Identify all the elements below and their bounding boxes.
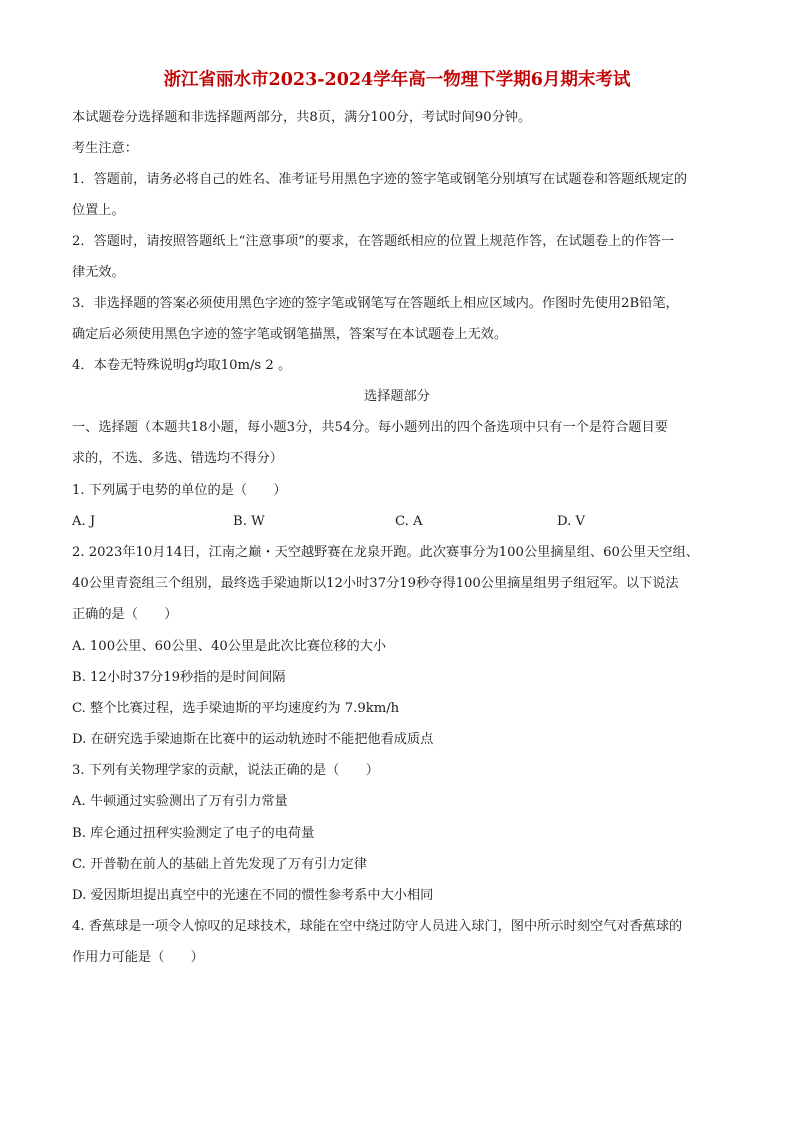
q3-option-b: B. 库仑通过扭秤实验测定了电子的电荷量 (72, 826, 315, 841)
q3-option-a: A. 牛顿通过实验测出了万有引力常量 (72, 794, 288, 809)
part1-instruction-line-1: 一、选择题（本题共18小题，每小题3分，共54分。每小题列出的四个备选项中只有一个是符合题目要 (72, 420, 668, 435)
notice-1-line-2: 位置上。 (72, 203, 125, 218)
part1-instruction-line-2: 求的，不选、多选、错选均不得分） (72, 451, 283, 466)
q1-option-a: A. J (72, 514, 96, 529)
notice-3-line-2: 确定后必须使用黑色字迹的签字笔或钢笔描黑，答案写在本试题卷上无效。 (72, 327, 508, 342)
q2-stem-line-2: 40公里青瓷组三个组别，最终选手梁迪斯以12小时37分19秒夺得100公里摘星组男子组冠军。以下说法 (72, 576, 679, 591)
q2-stem-line-3: 正确的是（ ） (72, 607, 178, 622)
exam-title: 浙江省丽水市2023-2024学年高一物理下学期6月期末考试 (163, 70, 631, 90)
notice-4-line-1: 4．本卷无特殊说明g均取10m/s 2 。 (72, 358, 292, 373)
notice-3-line-1: 3．非选择题的答案必须使用黑色字迹的签字笔或钢笔写在答题纸上相应区域内。作图时先使用2B铅笔， (72, 296, 679, 311)
intro-text: 本试题卷分选择题和非选择题两部分，共8页，满分100分，考试时间90分钟。 (72, 110, 532, 125)
q2-stem-line-1: 2. 2023年10月14日，江南之巅・天空越野赛在龙泉开跑。此次赛事分为100公里摘星组、60公里天空组、 (72, 545, 699, 560)
notice-1-line-1: 1．答题前，请务必将自己的姓名、准考证号用黑色字迹的签字笔或钢笔分别填写在试题卷和答题纸规定的 (72, 172, 688, 187)
q1-stem: 1. 下列属于电势的单位的是（ ） (72, 483, 287, 498)
q3-option-d: D. 爱因斯坦提出真空中的光速在不同的惯性参考系中大小相同 (72, 888, 434, 903)
q4-stem-line-1: 4. 香蕉球是一项令人惊叹的足球技术，球能在空中绕过防守人员进入球门，图中所示时刻空气对香蕉球的 (72, 919, 683, 934)
q2-option-d: D. 在研究选手梁迪斯在比赛中的运动轨迹时不能把他看成质点 (72, 732, 434, 747)
q1-option-d: D. V (557, 514, 586, 529)
q3-stem: 3. 下列有关物理学家的贡献，说法正确的是（ ） (72, 763, 379, 778)
q2-option-b: B. 12小时37分19秒指的是时间间隔 (72, 670, 286, 685)
q1-option-c: C. A (395, 514, 423, 529)
notice-2-line-1: 2．答题时，请按照答题纸上“注意事项”的要求，在答题纸相应的位置上规范作答，在试题卷上的作答一 (72, 234, 675, 249)
notice-2-line-2: 律无效。 (72, 265, 125, 280)
q1-option-b: B. W (233, 514, 265, 529)
q2-option-a: A. 100公里、60公里、40公里是此次比赛位移的大小 (72, 639, 387, 654)
notice-heading: 考生注意： (72, 141, 138, 156)
q2-option-c: C. 整个比赛过程，选手梁迪斯的平均速度约为 7.9km/h (72, 701, 400, 716)
section-title: 选择题部分 (364, 389, 430, 404)
q3-option-c: C. 开普勒在前人的基础上首先发现了万有引力定律 (72, 857, 367, 872)
q4-stem-line-2: 作用力可能是（ ） (72, 950, 204, 965)
